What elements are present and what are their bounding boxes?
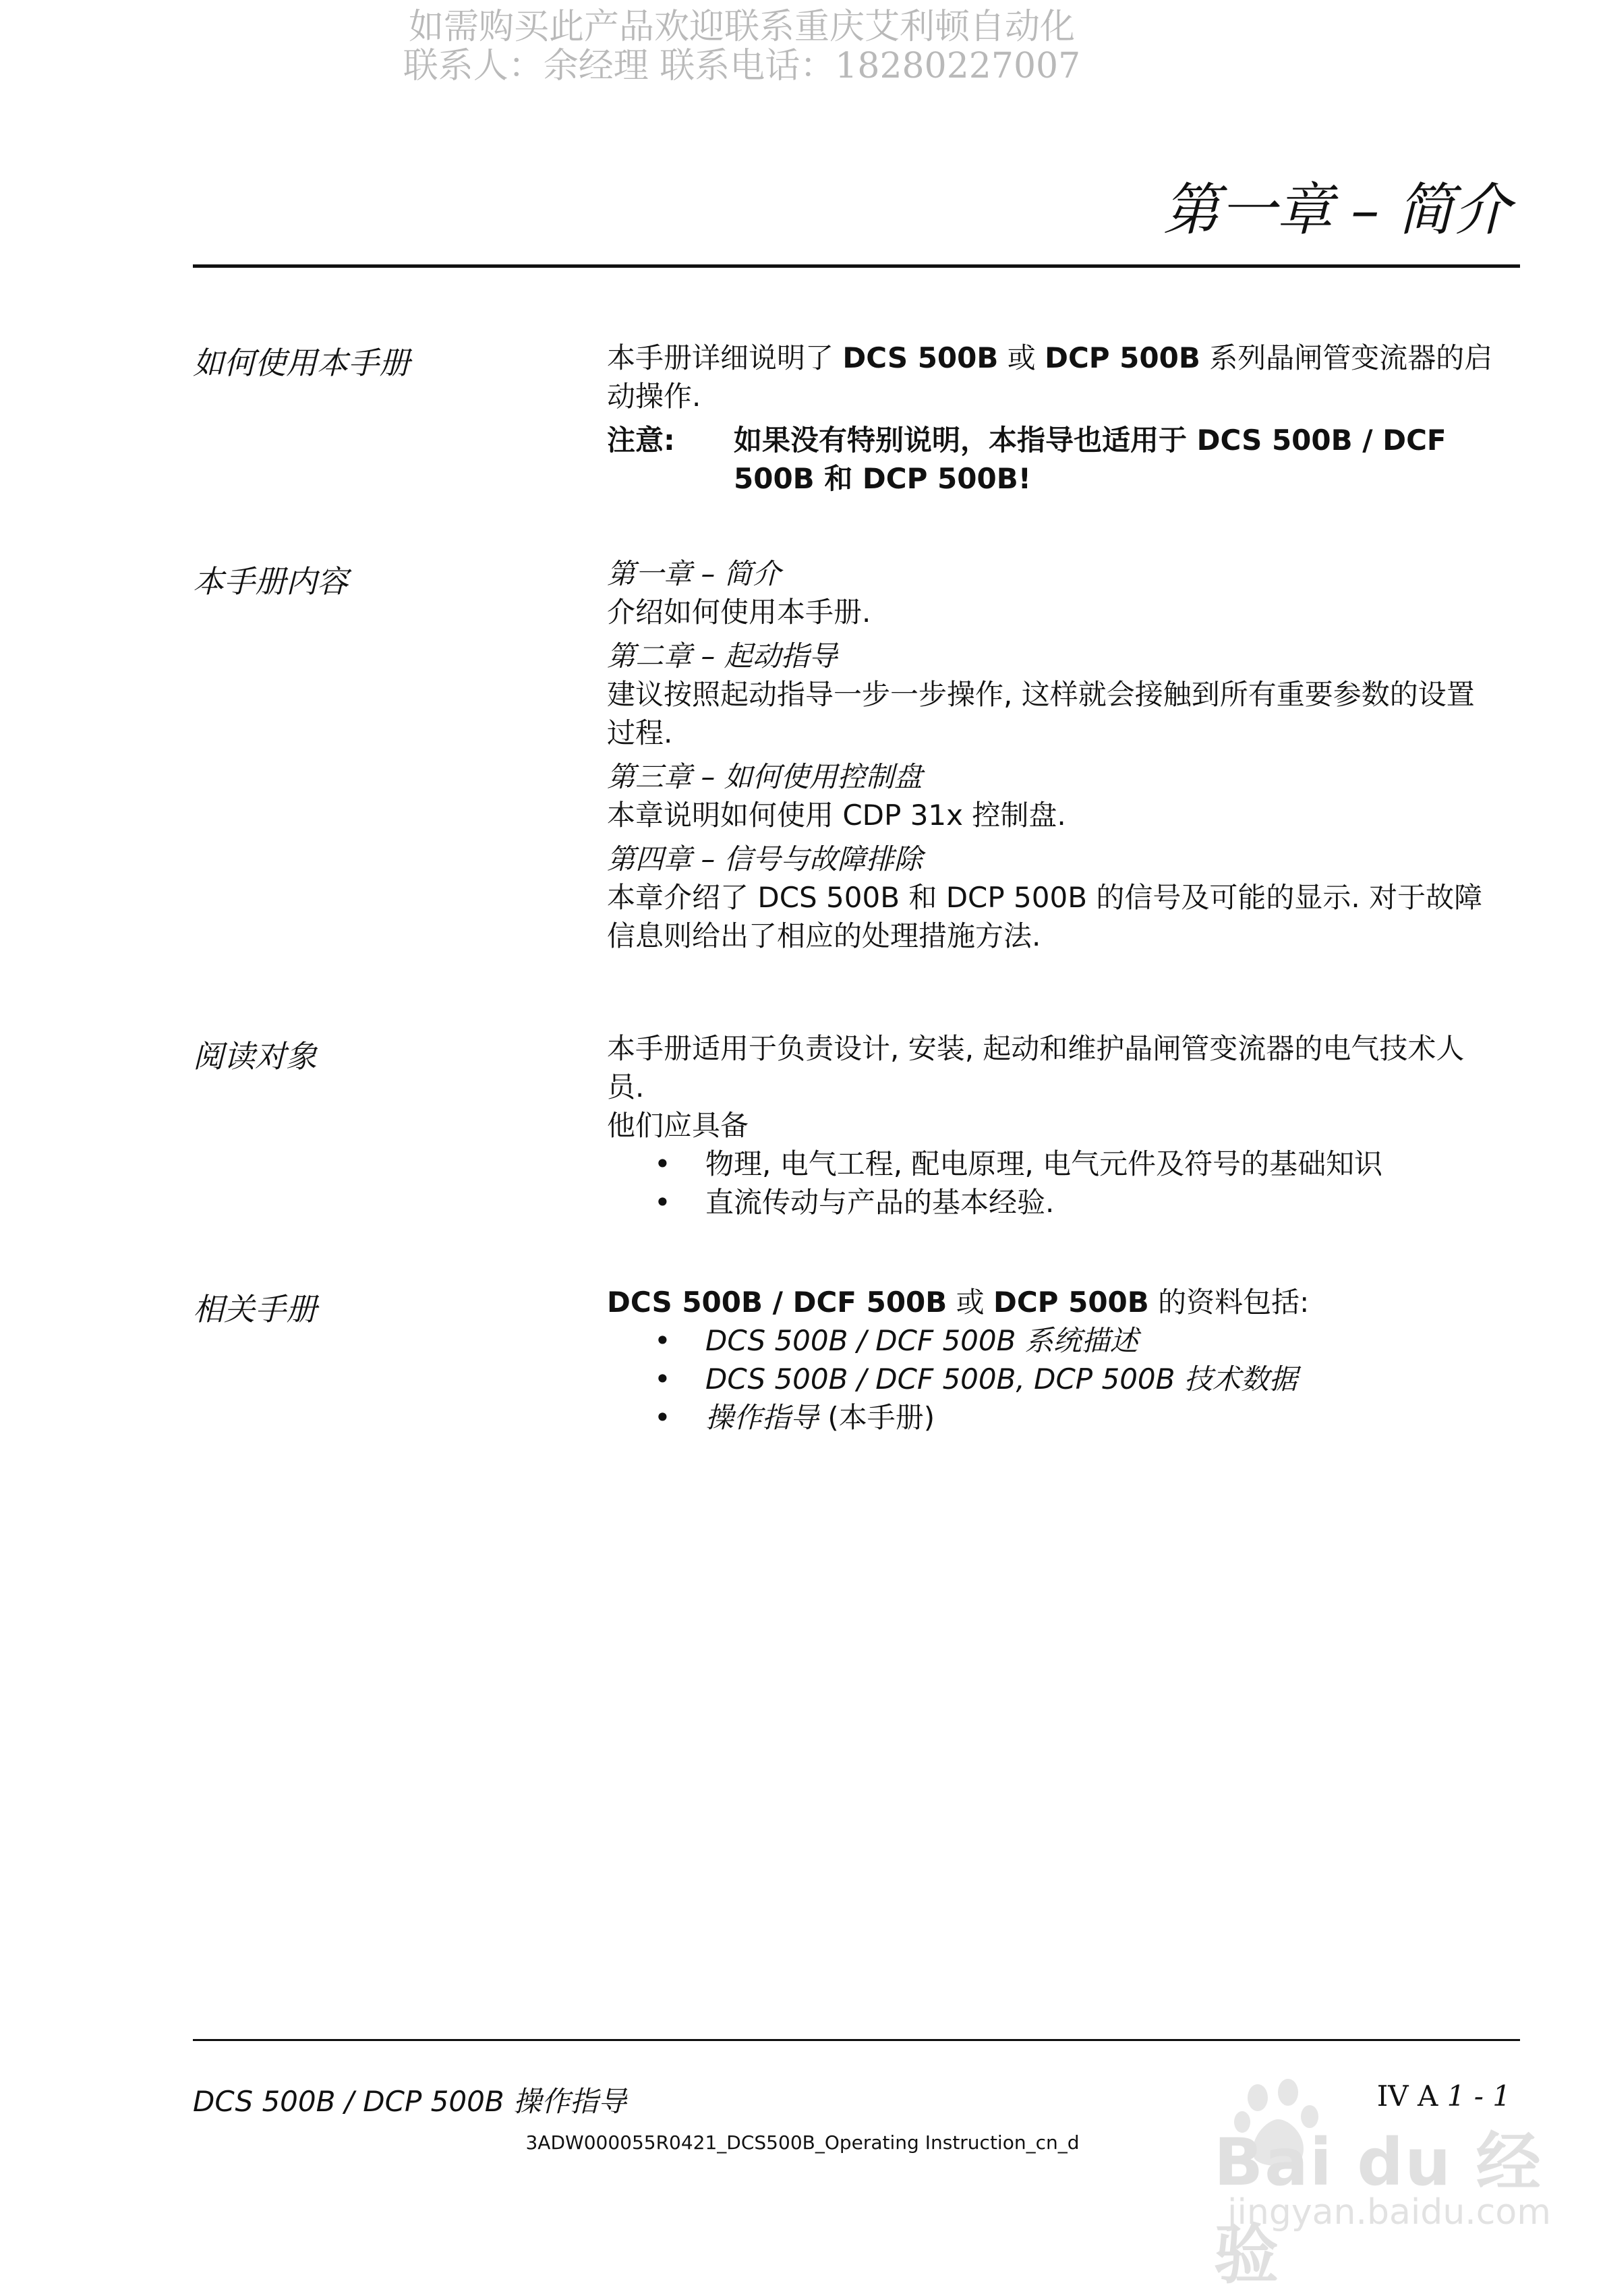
section-label-how-to-use: 如何使用本手册 (193, 345, 410, 381)
related-intro-b: DCP 500B (993, 1286, 1149, 1319)
baidu-watermark (1207, 2064, 1558, 2293)
text-b: DCS 500B (842, 341, 999, 374)
ch4-desc: 本章介绍了 DCS 500B 和 DCP 500B 的信号及可能的显示. 对于故障信息则给出了相应的处理措施方法. (607, 881, 1483, 952)
footer-page-num: 1 - 1 (1447, 2079, 1511, 2113)
ch3-desc: 本章说明如何使用 CDP 31x 控制盘. (607, 799, 1066, 832)
footer-rule (193, 2039, 1520, 2041)
section-label-contents: 本手册内容 (193, 563, 348, 600)
note-label: 注意: (607, 424, 675, 457)
audience-list (607, 1145, 1497, 1222)
list-item: • 物理, 电气工程, 配电原理, 电气元件及符号的基础知识 (607, 1145, 1497, 1183)
section-body-audience (607, 1029, 1497, 1222)
footer-manual-title: DCS 500B / DCP 500B 操作指导 (193, 2085, 626, 2118)
section-body-how-to-use (607, 339, 1497, 498)
watermark-brand: Bai du 经验 (1214, 2125, 1542, 2293)
ch1-desc: 介绍如何使用本手册. (607, 596, 871, 629)
item3-plain: (本手册) (819, 1401, 935, 1434)
section-label-audience: 阅读对象 (193, 1038, 317, 1074)
text-c: 或 (998, 341, 1045, 374)
note-text: 如果没有特别说明，本指导也适用于 DCS 500B / DCF 500B 和 DCP 500B! (734, 424, 1447, 495)
ch2-desc: 建议按照起动指导一步一步操作, 这样就会接触到所有重要参数的设置过程. (607, 678, 1475, 749)
related-intro-a: DCS 500B / DCF 500B (607, 1286, 947, 1319)
section-body-contents (607, 554, 1497, 955)
text-d: DCP 500B (1045, 341, 1200, 374)
chapter-title: 第一章 – 简介 (1163, 177, 1511, 243)
related-intro (607, 1283, 1497, 1321)
audience-text: 本手册适用于负责设计, 安装, 起动和维护晶闸管变流器的电气技术人员. (607, 1032, 1465, 1103)
section-body-related (607, 1283, 1497, 1437)
list-item: • 直流传动与产品的基本经验. (607, 1183, 1497, 1222)
ch1-title: 第一章 – 简介 (607, 557, 781, 590)
footer-document-code: 3ADW000055R0421_DCS500B_Operating Instruction_cn_d (525, 2131, 1080, 2154)
section-label-related: 相关手册 (193, 1291, 317, 1327)
text-e: 系列晶闸管变流器的启动操作. (607, 341, 1493, 413)
related-list (607, 1321, 1497, 1437)
list-item (607, 1398, 1497, 1437)
note-block (607, 421, 1497, 498)
text-a: 本手册详细说明了 (607, 341, 843, 374)
related-intro-tail: 的资料包括: (1148, 1286, 1310, 1319)
how-to-use-text (607, 339, 1497, 415)
audience-intro: 他们应具备 (607, 1109, 749, 1142)
watermark-url: jingyan.baidu.com (1227, 2192, 1551, 2233)
contact-header-line2: 联系人：余经理 联系电话：18280227007 (403, 46, 1081, 86)
header-rule (193, 264, 1520, 268)
list-item: • DCS 500B / DCF 500B 系统描述 (607, 1321, 1497, 1360)
item3-italic: 操作指导 (705, 1401, 819, 1434)
ch2-title: 第二章 – 起动指导 (607, 639, 838, 672)
list-item: • DCS 500B / DCF 500B, DCP 500B 技术数据 (607, 1360, 1497, 1398)
contact-header-line1: 如需购买此产品欢迎联系重庆艾利顿自动化 (408, 7, 1075, 47)
footer-page-prefix: IV A (1376, 2079, 1447, 2113)
ch3-title: 第三章 – 如何使用控制盘 (607, 760, 923, 793)
related-intro-mid: 或 (947, 1286, 993, 1319)
ch4-title: 第四章 – 信号与故障排除 (607, 842, 923, 876)
